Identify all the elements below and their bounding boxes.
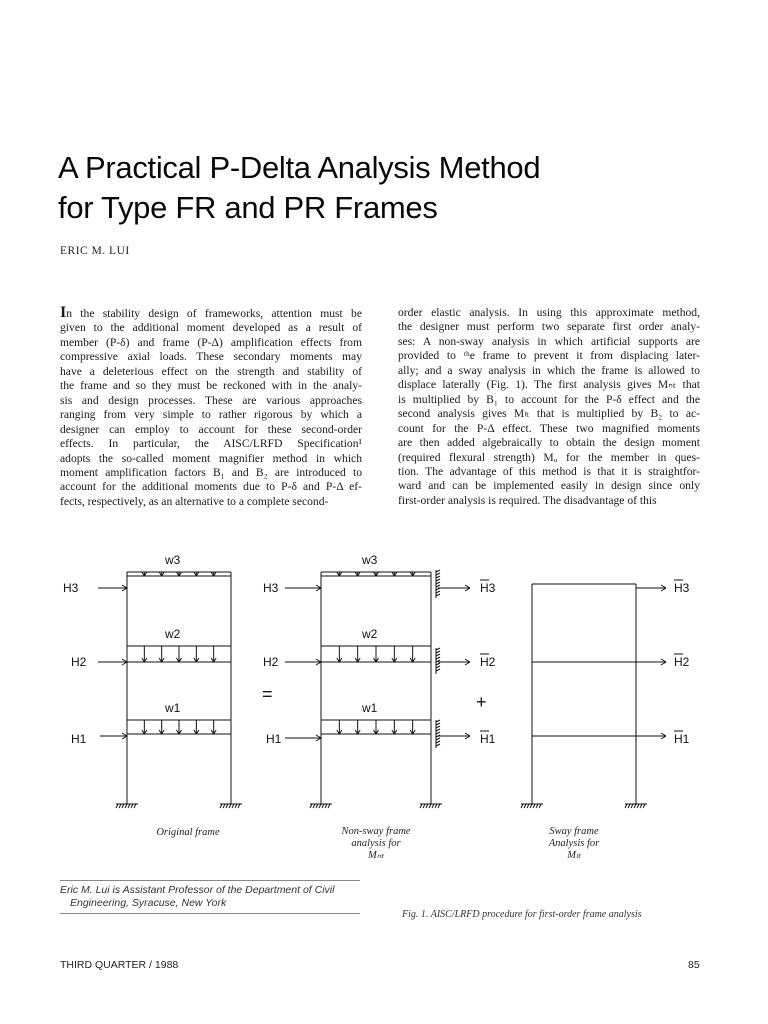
body-right-line: are then added algebraically to obtain the design moment [398,436,700,450]
load-label-w3-nonsway: w3 [362,553,378,567]
force-label-h2-original: H2 [71,655,87,669]
footnote-rule-top [60,880,360,881]
caption-sway-line-1: Sway frame [549,826,599,837]
author-name: ERIC M. LUI [60,245,130,257]
arrow-stroke [536,804,538,808]
body-left-line: member (P-δ) and frame (P-Δ) amplification effects from [60,335,362,349]
arrow-stroke [420,804,422,808]
arrow-stroke [134,804,136,808]
body-right-line: ally; and a sway analysis in which the frame is allowed to [398,363,700,377]
arrow-stroke [436,726,440,728]
arrow-stroke [436,585,440,587]
arrow-stroke [319,804,321,808]
force-label-h1-sway: H1 [674,732,690,746]
load-label-w2-original: w2 [165,627,181,641]
body-right-line: count for the P-Δ effect. These two magnified moments [398,421,700,435]
arrow-stroke [435,804,437,808]
arrow-stroke [643,804,645,808]
caption-original-frame: Original frame [156,827,220,838]
body-left-line: adopts the so-called moment magnifier method in which [60,451,362,465]
arrow-stroke [436,666,440,668]
arrow-stroke [521,804,523,808]
force-label-h1-original: H1 [71,732,87,746]
arrow-stroke [634,804,636,808]
arrow-stroke [122,804,124,808]
arrow-stroke [436,663,440,665]
arrow-stroke [436,723,440,725]
force-label-h1-nonsway: H1 [266,732,282,746]
caption-nonsway-frame [316,826,436,862]
arrow-stroke [640,804,642,808]
body-column-right [398,306,700,508]
arrow-stroke [625,804,627,808]
arrow-stroke [131,804,133,808]
arrow-stroke [436,651,440,653]
arrow-stroke [436,573,440,575]
body-left-line: account for the additional moments due to P-δ and P-Δ ef- [60,480,362,494]
arrow-stroke [432,804,434,808]
force-label-h3-sway: H3 [674,581,690,595]
arrow-stroke [116,804,118,808]
arrow-stroke [232,804,234,808]
body-right-line: tion. The advantage of this method is that it is straightfor- [398,464,700,478]
load-label-w1-nonsway: w1 [362,701,378,715]
footnote-rule-bottom [60,913,360,914]
body-right-line: is multiplied by B₁ to account for the P-δ effect and the [398,392,700,406]
body-left-line: have a deleterious effect on the strength and stability of [60,364,362,378]
arrow-stroke [436,582,440,584]
arrow-stroke [527,804,529,808]
arrow-stroke [128,804,130,808]
figure-1-frames [60,548,720,868]
force-label-h3-original: H3 [63,581,79,595]
body-right-line: order elastic analysis. In using this approximate method, [398,306,700,319]
footnote-line-2: Engineering, Syracuse, New York [70,896,227,909]
arrow-stroke [316,804,318,808]
body-left-line: sis and design processes. These are various approaches [60,393,362,407]
article-title [58,148,718,228]
body-left-line: compressive axial loads. These secondary moments may [60,350,362,364]
arrow-stroke [429,804,431,808]
caption-sway-line-2: Analysis for [548,838,600,849]
caption-sway-frame [514,826,634,862]
caption-sway-line-3: Mₗₜ [567,850,581,861]
plus-operator: + [476,692,487,712]
arrow-stroke [539,804,541,808]
body-left-line: effects. In particular, the AISC/LRFD Specification¹ [60,437,362,451]
body-left-line [60,306,362,321]
arrow-stroke [235,804,237,808]
arrow-stroke [220,804,222,808]
caption-nonsway-line-2: analysis for [351,838,401,849]
body-right-line: (required flexural strength) Mᵤ for the member in ques- [398,450,700,464]
arrow-stroke [119,804,121,808]
load-label-w3-original: w3 [165,553,181,567]
arrow-stroke [436,657,440,659]
body-left-line: designer can employ to account for these second-order [60,422,362,436]
caption-nonsway-line-3: Mₙₜ [367,850,385,861]
body-left-line: ranging from very simple to rather rigorous by which a [60,408,362,422]
arrow-stroke [436,732,440,734]
force-label-h2-nonsway: H2 [263,655,279,669]
body-left-line: the frame and so they must be reckoned with in the analy- [60,379,362,393]
arrow-stroke [310,804,312,808]
arrow-stroke [436,744,440,746]
load-label-w2-nonsway: w2 [362,627,378,641]
load-label-w1-original: w1 [165,701,181,715]
arrow-stroke [229,804,231,808]
arrow-stroke [426,804,428,808]
equals-operator: = [262,684,273,704]
arrow-stroke [524,804,526,808]
original-frame-diagram [98,572,242,804]
arrow-stroke [313,804,315,808]
arrow-stroke [637,804,639,808]
arrow-stroke [328,804,330,808]
force-label-h2-sway: H2 [674,655,690,669]
arrow-stroke [436,570,440,572]
arrow-stroke [436,729,440,731]
arrow-stroke [238,804,240,808]
author-footnote [60,884,370,909]
arrow-stroke [436,576,440,578]
arrow-stroke [436,720,440,722]
arrow-stroke [436,654,440,656]
page-number: 85 [688,959,700,971]
arrow-stroke [438,804,440,808]
arrow-stroke [322,804,324,808]
figure-caption: Fig. 1. AISC/LRFD procedure for first-order frame analysis [402,909,642,920]
arrow-stroke [423,804,425,808]
body-left-line-text: n the stability design of frameworks, attention must be [66,307,362,320]
reaction-label-h2-nonsway: H2 [480,655,496,669]
arrow-stroke [436,648,440,650]
journal-issue: THIRD QUARTER / 1988 [60,959,179,971]
drop-cap: I [60,304,67,321]
arrow-stroke [436,594,440,596]
body-column-left [60,306,362,509]
arrow-stroke [223,804,225,808]
body-right-line: ward and can be implemented easily in design since only [398,479,700,493]
body-left-line: given to the additional moment developed as a result of [60,321,362,335]
body-right-line: first-order analysis is required. The disadvantage of this [398,493,657,507]
footnote-line-1: Eric M. Lui is Assistant Professor of the Department of Civil [60,884,335,896]
arrow-stroke [436,591,440,593]
caption-nonsway-line-1: Non-sway frame [341,826,411,837]
arrow-stroke [530,804,532,808]
title-line-1: A Practical P-Delta Analysis Method [58,150,541,185]
arrow-stroke [436,741,440,743]
body-right-line: the designer must perform two separate first order analy- [398,320,700,334]
arrow-stroke [436,738,440,740]
reaction-label-h3-nonsway: H3 [480,581,496,595]
body-right-line: provided to ʳʰe frame to prevent it from displacing later- [398,349,700,363]
reaction-label-h1-nonsway: H1 [480,732,496,746]
arrow-stroke [628,804,630,808]
arrow-stroke [226,804,228,808]
nonsway-frame-diagram [285,570,470,804]
arrow-stroke [436,579,440,581]
arrow-stroke [325,804,327,808]
arrow-stroke [631,804,633,808]
body-right-line: second analysis gives Mₗₜ that is multiplied by B₂ to ac- [398,407,700,421]
body-right-line: displace laterally (Fig. 1). The first analysis gives Mₙₜ that [398,378,700,392]
sway-frame-diagram [521,584,666,804]
body-left-line: fects, respectively, as an alternative to a complete second- [60,494,329,508]
title-line-2: for Type FR and PR Frames [58,190,438,225]
arrow-stroke [436,669,440,671]
body-left-line: moment amplification factors B₁ and B₂ are introduced to [60,465,362,479]
arrow-stroke [125,804,127,808]
force-label-h3-nonsway: H3 [263,581,279,595]
arrow-stroke [533,804,535,808]
body-right-line: ses: A non-sway analysis in which artificial supports are [398,334,700,348]
